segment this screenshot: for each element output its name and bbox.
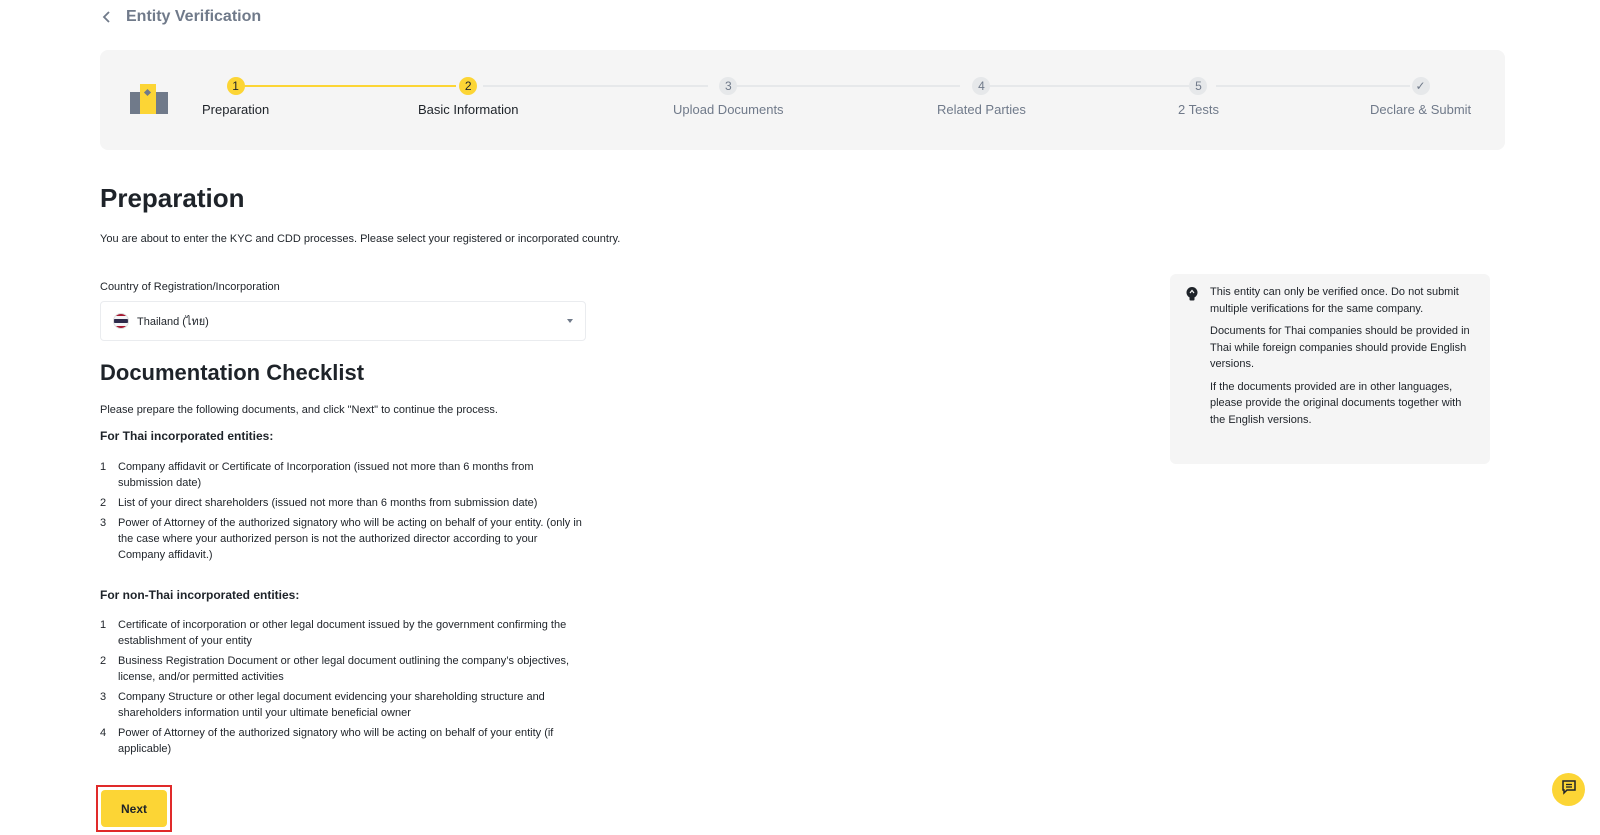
step-number: 5	[1189, 77, 1207, 95]
caret-down-icon	[567, 319, 573, 323]
country-value: Thailand (ไทย)	[137, 316, 209, 328]
info-paragraph: If the documents provided are in other languages, please provide the original documents together with the English versions.	[1210, 380, 1462, 426]
list-text: Business Registration Document or other legal document outlining the company’s objectives, license, and/or permitted activities	[118, 655, 570, 683]
list-item	[100, 459, 585, 491]
list-number: 4	[100, 727, 107, 739]
list-text: Power of Attorney of the authorized signatory who will be acting on behalf of your entity (if applicable)	[118, 727, 554, 755]
step-number: 2	[459, 77, 477, 95]
step-label: Basic Information	[418, 102, 519, 117]
list-item	[100, 515, 585, 563]
step-number: 3	[719, 77, 737, 95]
step-basic-information[interactable]	[418, 77, 518, 117]
list-number: 2	[100, 497, 107, 509]
section-title: Preparation	[100, 183, 245, 213]
step-label: Upload Documents	[673, 102, 784, 117]
list-number: 1	[100, 619, 107, 631]
step-number: 4	[972, 77, 990, 95]
country-label: Country of Registration/Incorporation	[100, 281, 280, 293]
list-item	[100, 689, 585, 721]
list-item	[100, 653, 585, 685]
thai-entities-title: For Thai incorporated entities:	[100, 429, 274, 443]
step-declare-submit[interactable]	[1370, 77, 1471, 117]
chat-icon	[1561, 779, 1577, 800]
list-text: Certificate of incorporation or other legal document issued by the government confirming the establishment of your entity	[118, 619, 567, 647]
page-title: Entity Verification	[126, 8, 262, 25]
checklist-subtitle: Please prepare the following documents, and click "Next" to continue the process.	[100, 404, 498, 416]
list-item	[100, 495, 585, 511]
step-preparation[interactable]	[202, 77, 269, 117]
step-label: Declare & Submit	[1370, 102, 1472, 117]
chevron-left-icon[interactable]	[100, 10, 114, 24]
step-tests[interactable]	[1178, 77, 1219, 117]
non-thai-entities-title: For non-Thai incorporated entities:	[100, 588, 300, 602]
next-button-highlight	[96, 785, 172, 832]
list-text: List of your direct shareholders (issued not more than 6 months from submission date)	[118, 497, 538, 509]
list-number: 1	[100, 461, 107, 473]
step-label: Related Parties	[937, 102, 1026, 117]
step-related-parties[interactable]	[937, 77, 1026, 117]
next-button[interactable]: Next	[101, 790, 167, 827]
step-label: 2 Tests	[1178, 102, 1219, 117]
list-item	[100, 725, 585, 757]
thai-documents-list	[100, 459, 585, 567]
entity-building-icon	[130, 82, 168, 114]
checklist-title: Documentation Checklist	[100, 360, 365, 385]
non-thai-documents-list	[100, 617, 585, 761]
thailand-flag-icon	[113, 313, 129, 329]
progress-stepper	[100, 50, 1505, 150]
list-text: Power of Attorney of the authorized signatory who will be acting on behalf of your entity. (only in the case where your authorized person is not the authorized director according to your Company affidavit.)	[118, 517, 582, 561]
list-item	[100, 617, 585, 649]
lightbulb-icon	[1184, 286, 1200, 302]
chat-support-button[interactable]	[1552, 773, 1585, 806]
list-text: Company Structure or other legal document evidencing your shareholding structure and shareholders information until your ultimate beneficial owner	[118, 691, 545, 719]
info-paragraph: Documents for Thai companies should be provided in Thai while foreign companies should provide English versions.	[1210, 325, 1470, 370]
info-notice	[1170, 274, 1490, 464]
list-number: 2	[100, 655, 107, 667]
list-text: Company affidavit or Certificate of Incorporation (issued not more than 6 months from submission date)	[118, 461, 534, 489]
list-number: 3	[100, 691, 107, 703]
list-number: 3	[100, 517, 107, 529]
step-label: Preparation	[202, 102, 270, 117]
header	[100, 6, 261, 28]
info-paragraph: This entity can only be verified once. Do not submit multiple verifications for the same company.	[1210, 286, 1459, 315]
country-select[interactable]	[100, 301, 586, 341]
intro-text: You are about to enter the KYC and CDD processes. Please select your registered or incorporated country.	[100, 233, 621, 245]
step-number: ✓	[1412, 77, 1430, 95]
step-upload-documents[interactable]	[673, 77, 784, 117]
step-number: 1	[227, 77, 245, 95]
